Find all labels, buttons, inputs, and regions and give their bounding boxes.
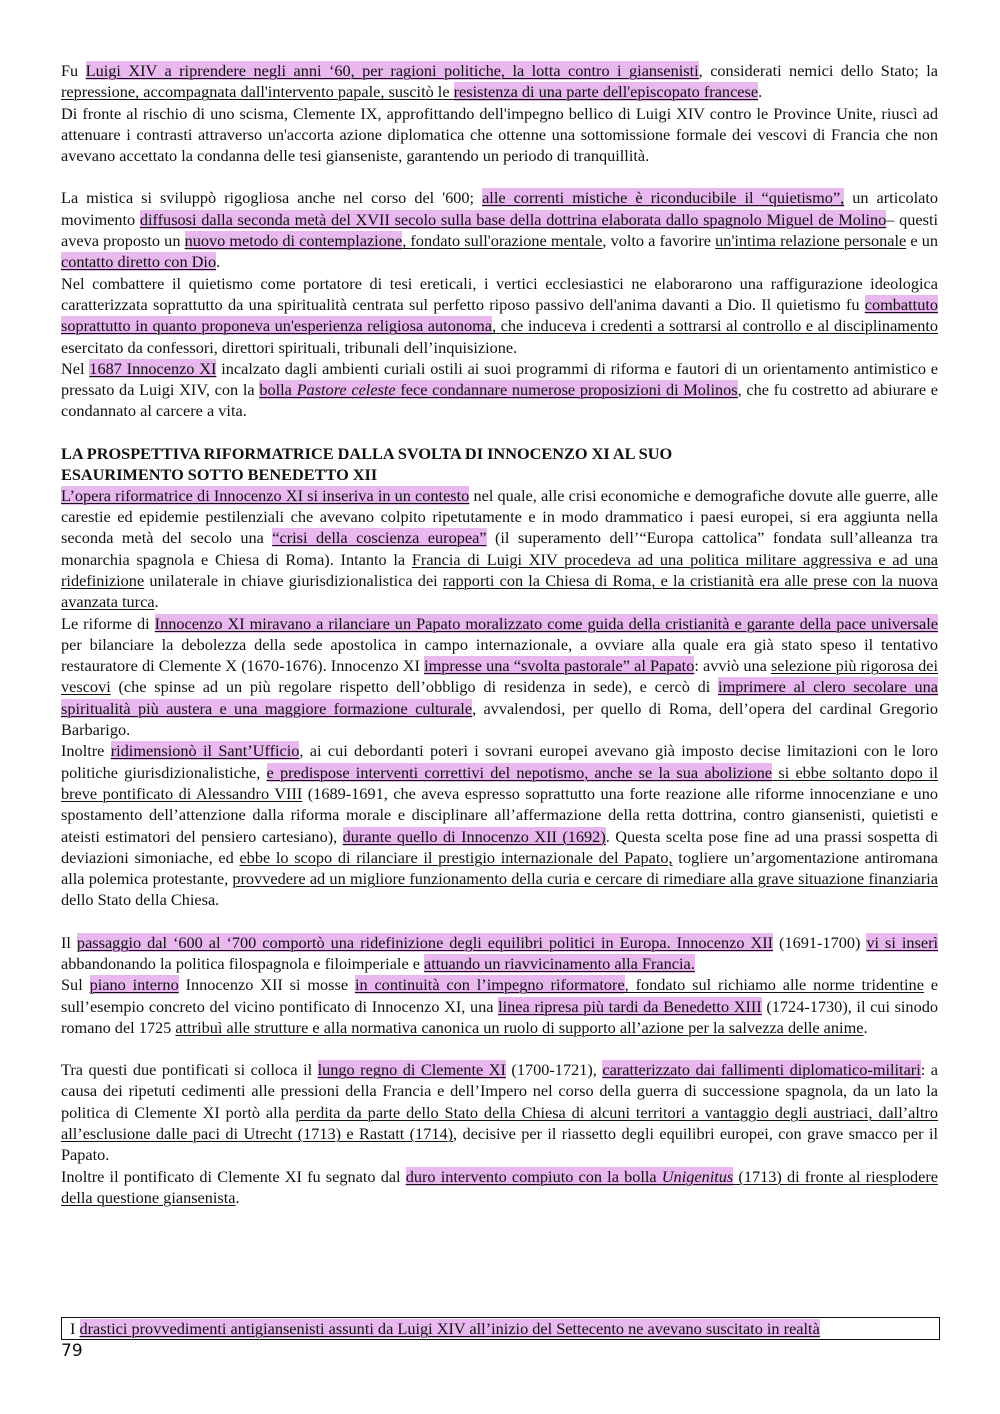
highlighted-text: in continuità con l’impegno riformatore (354, 975, 625, 995)
paragraph-clemente-xi: Tra questi due pontificati si colloca il lungo regno di Clemente XI (1700-1721), caratterizzato dai fallimenti diplomatico-militari: a causa dei ripetuti cedimenti alle pressioni della Francia e dell’Impero nel corso della guerra di successione spagnola, da un lato la politica di Clemente XI portò alla perdita da parte dello Stato della Chiesa di alcuni territori a vantaggio degli austriaci, dall’altro all’esclusione dalle paci di Utrecht (1713) e Rastatt (1714), decisive per il riassetto degli equilibri europei, con grave smacco per il Papato. (61, 1060, 939, 1165)
underlined-text: perdita da parte dello Stato della Chiesa di alcuni territori a vantaggio degli austriaci, dall’altro all’esclusione dalle paci di Utrecht (1713) e Rastatt (1714) (61, 1102, 938, 1144)
paragraph-innocenzo-xi-contesto: L’opera riformatrice di Innocenzo XI si inseriva in un contesto nel quale, alle crisi economiche e demografiche dovute alle guerre, alle carestie ed epidemie pestilenziali che avevano colpito ripetutamente e in modo drammatico i paesi europei, si era aggiunta nella seconda metà del secolo una “crisi della coscienza europea” (il superamento dell’“Europa cattolica” fondata sull’alleanza tra monarchia spagnola e Chiesa di Roma). Intanto la Francia di Luigi XIV procedeva ad una politica militare aggressiva e ad una ridefinizione unilaterale in chiave giurisdizionalistica dei rapporti con la Chiesa di Roma, e la cristianità era alle prese con la nuova avanzata turca. (61, 485, 938, 612)
underlined-text: selezione più rigorosa dei vescovi (61, 656, 939, 697)
highlighted-text: passaggio dal ‘600 al ‘700 comportò una ridefinizione degli equilibri politici in Europa. Innocenzo XII (76, 932, 774, 952)
highlighted-text: nuovo metodo di contemplazione (184, 231, 403, 251)
highlighted-text: caratterizzato dai fallimenti diplomatico-militari (602, 1060, 921, 1080)
highlighted-text: piano interno (89, 975, 179, 995)
highlighted-text: “crisi della coscienza europea” (272, 528, 487, 548)
highlighted-text: contatto diretto con Dio (61, 252, 217, 272)
paragraph-quietismo: La mistica si sviluppò rigogliosa anche nel corso del '600; alle correnti mistiche è riconducibile il “quietismo”, un articolato movimento diffusosi dalla seconda metà del XVII secolo sulla base della dottrina elaborata dallo spagnolo Miguel de Molino– questi aveva proposto un nuovo metodo di contemplazione, fondato sull'orazione mentale, volto a favorire un'intima relazione personale e un contatto diretto con Dio. (61, 188, 938, 272)
paragraph-giansenisti: Fu Luigi XIV a riprendere negli anni ‘60, per ragioni politiche, la lotta contro i giansenisti, considerati nemici dello Stato; la repressione, accompagnata dall'intervento papale, suscitò le resistenza di una parte dell'episcopato francese. (61, 61, 938, 102)
highlighted-text: imprimere al clero secolare una spiritualità più austera e una maggiore formazione culturale (61, 677, 938, 718)
highlighted-text: vi si inserì (866, 932, 939, 952)
highlighted-text: lungo regno di Clemente XI (317, 1060, 506, 1080)
highlighted-text: drastici provvedimenti antigiansenisti assunti da Luigi XIV all’inizio del Settecento ne avevano suscitato in realtà (79, 1319, 820, 1338)
underlined-text: ebbe lo scopo di rilanciare il prestigio internazionale del Papato, (239, 847, 673, 867)
paragraph-unigenitus: Inoltre il pontificato di Clemente XI fu segnato dal duro intervento compiuto con la bolla Unigenitus (1713) di fronte al riesplodere della questione giansenista. (61, 1166, 939, 1207)
highlighted-text: linea ripresa più tardi da Benedetto XIII (498, 996, 762, 1016)
underlined-text: un'intima relazione personale (715, 231, 907, 251)
highlighted-text: resistenza di una parte dell'episcopato francese (453, 82, 759, 102)
boxed-note: I drastici provvedimenti antigiansenisti assunti da Luigi XIV all’inizio del Settecento ne avevano suscitato in realtà (61, 1317, 940, 1340)
highlighted-italic-text: Pastore celeste (296, 380, 396, 400)
highlighted-text: alle correnti mistiche è riconducibile il “quietismo”, (482, 188, 845, 208)
highlighted-text: Luigi XIV a riprendere negli anni ‘60, per ragioni politiche, la lotta contro i giansenisti (85, 61, 699, 80)
highlighted-text: 1687 Innocenzo XI (89, 358, 217, 378)
highlighted-text: fece condannare numerose proposizioni di Molinos (395, 380, 738, 400)
highlighted-text: ridimensionò il Sant’Ufficio (110, 741, 300, 761)
underlined-text: , fondato sul richiamo alle norme tridentine (624, 975, 924, 995)
paragraph-piano-interno: Sul piano interno Innocenzo XII si mosse in continuità con l’impegno riformatore, fondato sul richiamo alle norme tridentine e sull’esempio concreto del vicino pontificato di Innocenzo XI, una linea ripresa più tardi da Benedetto XIII (1724-1730), il cui sinodo romano del 1725 attribuì alle strutture e alla normativa canonica un ruolo di supporto all’azione per la salvezza delle anime. (61, 975, 938, 1037)
highlighted-text: combattuto soprattutto in quanto proponeva un'esperienza religiosa autonoma (61, 294, 938, 336)
page-body (61, 60, 938, 1208)
paragraph-combattere-quietismo: Nel combattere il quietismo come portatore di tesi ereticali, i vertici ecclesiastici ne elaborarono una raffigurazione ideologica caratterizzata soprattutto da una spiritualità centrata sul perfetto riposo passivo dell'anima davanti a Dio. Il quietismo fu combattuto soprattutto in quanto proponeva un'esperienza religiosa autonoma, che induceva i credenti a sottrarsi al controllo e al disciplinamento esercitato da confessori, direttori spirituali, tribunali dell’inquisizione. (61, 273, 938, 357)
underlined-text: (1713) di fronte al riesplodere della questione giansenista (61, 1166, 939, 1207)
underlined-text: Francia di Luigi XIV procedeva ad una politica militare aggressiva e ad una ridefinizione (61, 549, 938, 590)
underlined-text: repressione, accompagnata dall'intervento papale, suscitò le (61, 82, 454, 102)
underlined-text: attribuì alle strutture e alla normativa canonica un ruolo di supporto all’azione per la salvezza delle anime (175, 1017, 864, 1037)
highlighted-text: e predispose interventi correttivi del nepotismo, anche se la sua abolizione (266, 762, 773, 782)
highlighted-text: bolla (259, 380, 297, 400)
paragraph-clemente-ix: Di fronte al rischio di uno scisma, Clemente IX, approfittando dell'impegno bellico di Luigi XIV contro le Province Unite, riuscì ad attenuare i contrasti attraverso un'accorta azione diplomatica che ottenne una sottomissione formale dei vescovi di Francia che non avevano accettato la condanna delle tesi gianseniste, garantendo un periodo di tranquillità. (61, 103, 938, 166)
highlighted-text: L’opera riformatrice di Innocenzo XI si inseriva in un contesto (61, 485, 470, 505)
underlined-text: , che induceva i credenti a sottrarsi al controllo e al disciplinamento (492, 316, 938, 336)
paragraph-riforme-innocenzo-xi: Le riforme di Innocenzo XI miravano a rilanciare un Papato moralizzato come guida della cristianità e garante della pace universale per bilanciare la debolezza della sede apostolica in campo internazionale, a ovviare alla quale era già stato speso il tentativo restauratore di Clemente X (1670-1676). Innocenzo XI impresse una “svolta pastorale” al Papato: avviò una selezione più rigorosa dei vescovi (che spinse ad un più regolare rispetto dell’obbligo di residenza in sede), e cercò di imprimere al clero secolare una spiritualità più austera e una maggiore formazione culturale, avvalendosi, per quello di Roma, dell’opera del cardinal Gregorio Barbarigo. (61, 613, 939, 740)
section-heading: LA PROSPETTIVA RIFORMATRICE DALLA SVOLTA DI INNOCENZO XI AL SUO ESAURIMENTO SOTTO BENEDETTO XII (61, 443, 673, 484)
underlined-text: rapporti con la Chiesa di Roma, e la cristianità era alle prese con la nuova avanzata turca (61, 570, 938, 612)
underlined-text: si ebbe soltanto dopo il breve pontificato di Alessandro VIII (61, 762, 938, 803)
highlighted-text: attuando un riavvicinamento alla Francia. (424, 953, 695, 973)
highlighted-italic-text: Unigenitus (661, 1166, 734, 1186)
paragraph-sant-ufficio: Inoltre ridimensionò il Sant’Ufficio, ai cui debordanti poteri i sovrani europei avevano già imposto decise limitazioni con le loro politiche giurisdizionalistiche, e predispose interventi correttivi del nepotismo, anche se la sua abolizione si ebbe soltanto dopo il breve pontificato di Alessandro VIII (1689-1691, che aveva espresso soprattutto una forte reazione alle riforme innocenziane e uno spostamento dell’attenzione dalla riforma morale e disciplinare all’affermazione della retta dottrina, contro giansenisti, quietisti e ateisti estimatori del pensiero cartesiano), durante quello di Innocenzo XII (1692). Questa scelta pose fine ad una prassi sospetta di deviazioni simoniache, ed ebbe lo scopo di rilanciare il prestigio internazionale del Papato, togliere un’argomentazione antiromana alla polemica protestante, provvedere ad un migliore funzionamento della curia e cercare di rimediare alla grave situazione finanziaria dello Stato della Chiesa. (61, 741, 939, 910)
paragraph-molinos: Nel 1687 Innocenzo XI incalzato dagli ambienti curiali ostili ai suoi programmi di riforma e fautori di un orientamento antimistico e pressato da Luigi XIV, con la bolla Pastore celeste fece condannare numerose proposizioni di Molinos, che fu costretto ad abiurare e condannato al carcere a vita. (61, 358, 938, 421)
highlighted-text: Innocenzo XI miravano a rilanciare un Papato moralizzato come guida della cristianità e garante della pace universale (154, 613, 938, 633)
highlighted-text: impresse una “svolta pastorale” al Papato (424, 656, 695, 676)
paragraph-passaggio-secolo: Il passaggio dal ‘600 al ‘700 comportò una ridefinizione degli equilibri politici in Europa. Innocenzo XII (1691-1700) vi si inserì abbandonando la politica filospagnola e filoimperiale e attuando un riavvicinamento alla Francia. (61, 932, 939, 973)
underlined-text: provvedere ad un migliore funzionamento della curia e cercare di rimediare alla grave situazione finanziaria (232, 869, 938, 889)
highlighted-text: diffusosi dalla seconda metà del XVII secolo sulla base della dottrina elaborata dallo spagnolo Miguel de Molino (139, 209, 887, 229)
underlined-text: , fondato sull'orazione mentale (402, 231, 603, 251)
page-number: 79 (61, 1341, 83, 1361)
highlighted-text: durante quello di Innocenzo XII (1692) (342, 826, 606, 846)
highlighted-text: duro intervento compiuto con la bolla (405, 1166, 662, 1186)
